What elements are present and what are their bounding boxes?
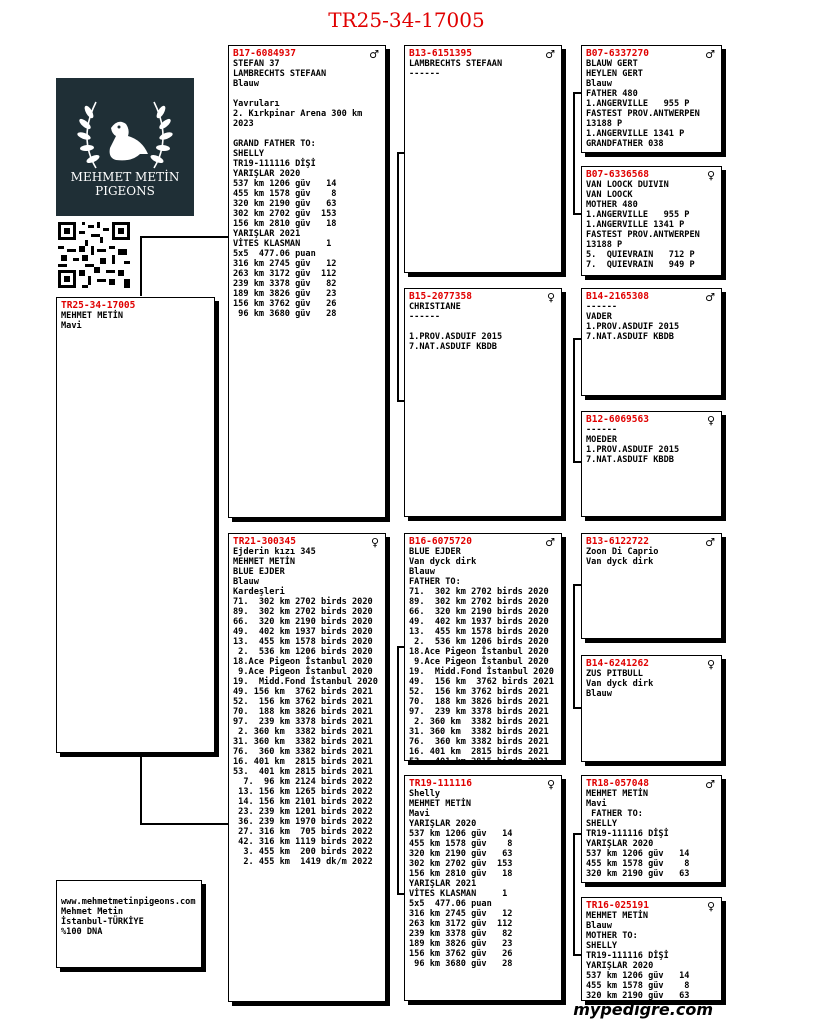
pedigree-line: 537 km 1206 güv 14 bbox=[586, 971, 690, 981]
pedigree-line: 1.PROV.ASDUIF 2015 bbox=[586, 445, 680, 455]
pedigree-line: 537 km 1206 güv 14 bbox=[233, 179, 337, 189]
pedigree-line: 16. 401 km 2815 birds 2021 bbox=[409, 747, 549, 757]
pedigree-line: 66. 320 km 2190 birds 2020 bbox=[233, 617, 373, 627]
ring-number: TR19-111116 bbox=[409, 778, 472, 789]
pedigree-line: 14. 156 km 2101 birds 2022 bbox=[233, 797, 373, 807]
pedigree-line: 19. Midd.Fond İstanbul 2020 bbox=[233, 677, 378, 687]
pedigree-line: YARIŞLAR 2020 bbox=[586, 839, 654, 849]
pedigree-line: 537 km 1206 güv 14 bbox=[586, 849, 690, 859]
pedigree-box-sss[interactable] bbox=[581, 45, 722, 153]
connector bbox=[397, 646, 399, 894]
female-sex-icon: ♀ bbox=[706, 900, 715, 913]
pedigree-line: 52. 156 km 3762 birds 2021 bbox=[233, 697, 373, 707]
pedigree-line: 5x5 477.06 puan bbox=[409, 899, 492, 909]
ring-number: TR21-300345 bbox=[233, 536, 296, 547]
pedigree-line: GRAND FATHER TO: bbox=[233, 139, 316, 149]
pedigree-line: LAMBRECHTS STEFAAN bbox=[233, 69, 327, 79]
pedigree-line: TR19-111116 DİŞİ bbox=[586, 951, 669, 961]
pedigree-line: 70. 188 km 3826 birds 2021 bbox=[233, 707, 373, 717]
ring-number: B07-6336568 bbox=[586, 169, 649, 180]
pedigree-line: VİTES KLASMAN 1 bbox=[233, 239, 332, 249]
pedigree-line: MEHMET METİN bbox=[61, 311, 124, 321]
female-sex-icon: ♀ bbox=[370, 536, 379, 549]
pedigree-line: ------ bbox=[409, 69, 441, 79]
pedigree-line: 71. 302 km 2702 birds 2020 bbox=[409, 587, 549, 597]
pedigree-line: Zoon Di Caprio bbox=[586, 547, 659, 557]
pedigree-line: 239 km 3378 güv 82 bbox=[233, 279, 337, 289]
ring-number: B12-6069563 bbox=[586, 414, 649, 425]
pedigree-line: 18.Ace Pigeon İstanbul 2020 bbox=[233, 657, 373, 667]
pedigree-box-dss[interactable] bbox=[581, 533, 722, 639]
pedigree-line: Ejderin kızı 345 bbox=[233, 547, 316, 557]
connector bbox=[140, 236, 142, 296]
pedigree-box-dsd[interactable] bbox=[581, 655, 722, 762]
pedigree-box-dam-sire[interactable] bbox=[404, 533, 562, 767]
connector bbox=[140, 823, 228, 825]
ring-number: TR18-057048 bbox=[586, 778, 649, 789]
pedigree-line: 320 km 2190 güv 63 bbox=[233, 199, 337, 209]
pedigree-line: LAMBRECHTS STEFAAN bbox=[409, 59, 503, 69]
pedigree-line: 316 km 2745 güv 12 bbox=[409, 909, 513, 919]
pedigree-line: 5. QUIEVRAIN 712 P bbox=[586, 250, 695, 260]
pedigree-line: STEFAN 37 bbox=[233, 59, 280, 69]
pedigree-line: 1.PROV.ASDUIF 2015 bbox=[586, 322, 680, 332]
connector bbox=[140, 752, 142, 824]
pedigree-line: MOTHER TO: bbox=[586, 931, 638, 941]
pedigree-line: MOEDER bbox=[586, 435, 618, 445]
pedigree-line: 96 km 3680 güv 28 bbox=[409, 959, 513, 969]
pedigree-line: Van dyck dirk bbox=[409, 557, 477, 567]
page-title: TR25-34-17005 bbox=[328, 8, 485, 32]
pedigree-line bbox=[409, 322, 557, 332]
pedigree-line: 71. 302 km 2702 birds 2020 bbox=[233, 597, 373, 607]
pedigree-line: Blauw bbox=[586, 79, 612, 89]
pedigree-line: 239 km 3378 güv 82 bbox=[409, 929, 513, 939]
pedigree-line: 70. 188 km 3826 birds 2021 bbox=[409, 697, 549, 707]
pedigree-line: 1.PROV.ASDUIF 2015 bbox=[409, 332, 503, 342]
pedigree-box-dam[interactable] bbox=[228, 533, 386, 1002]
pedigree-line: MEHMET METİN bbox=[409, 799, 472, 809]
pedigree-line: 97. 239 km 3378 birds 2021 bbox=[233, 717, 373, 727]
pedigree-line: Blauw bbox=[409, 567, 435, 577]
pedigree-line: 7.NAT.ASDUIF KBDB bbox=[586, 332, 674, 342]
pedigree-line: 53. 401 km 2815 birds 2021 bbox=[409, 757, 549, 767]
pedigree-line: 7.NAT.ASDUIF KBDB bbox=[586, 455, 674, 465]
ring-number: TR25-34-17005 bbox=[61, 300, 136, 311]
ring-number: B15-2077358 bbox=[409, 291, 472, 302]
pedigree-line bbox=[233, 129, 381, 139]
pedigree-line: 7.NAT.ASDUIF KBDB bbox=[409, 342, 497, 352]
pedigree-line: 3. 455 km 200 birds 2022 bbox=[233, 847, 373, 857]
pedigree-box-sdd[interactable] bbox=[581, 411, 722, 517]
male-sex-icon: ♂ bbox=[369, 48, 379, 61]
pedigree-line: 9.Ace Pigeon İstanbul 2020 bbox=[409, 657, 549, 667]
male-sex-icon: ♂ bbox=[545, 536, 555, 549]
pedigree-line: MEHMET METİN bbox=[586, 789, 649, 799]
pedigree-line: Blauw bbox=[233, 79, 259, 89]
pedigree-line: Van dyck dirk bbox=[586, 557, 654, 567]
pedigree-line: 89. 302 km 2702 birds 2020 bbox=[409, 597, 549, 607]
pedigree-line: 156 km 3762 güv 26 bbox=[409, 949, 513, 959]
pedigree-line: Mavi bbox=[586, 799, 607, 809]
pedigree-line: Shelly bbox=[409, 789, 441, 799]
pedigree-line: 13. 455 km 1578 birds 2020 bbox=[233, 637, 373, 647]
pedigree-line: 49. 402 km 1937 birds 2020 bbox=[409, 617, 549, 627]
connector bbox=[397, 152, 399, 400]
logo-line-2: PIGEONS bbox=[95, 184, 155, 198]
contact-line: %100 DNA bbox=[61, 927, 103, 937]
pedigree-box-dam-dam[interactable] bbox=[404, 775, 562, 1001]
pedigree-line: 7. 96 km 2124 birds 2022 bbox=[233, 777, 373, 787]
logo bbox=[56, 78, 194, 216]
pedigree-line: 2. 360 km 3382 birds 2021 bbox=[233, 727, 373, 737]
pedigree-line: VAN LOOCK bbox=[586, 190, 633, 200]
pedigree-line: ------ bbox=[586, 425, 618, 435]
pedigree-line: 13. 156 km 1265 birds 2022 bbox=[233, 787, 373, 797]
pedigree-line: GRANDFATHER 038 bbox=[586, 139, 664, 149]
qr-code-icon[interactable] bbox=[58, 221, 130, 289]
pedigree-line: 49. 156 km 3762 birds 2021 bbox=[409, 677, 554, 687]
pedigree-line: 189 km 3826 güv 23 bbox=[233, 289, 337, 299]
pedigree-line: 1.ANGERVILLE 1341 P bbox=[586, 220, 685, 230]
pedigree-line: 156 km 3762 güv 26 bbox=[233, 299, 337, 309]
pedigree-line: Blauw bbox=[586, 921, 612, 931]
female-sex-icon: ♀ bbox=[706, 414, 715, 427]
pedigree-line: 96 km 3680 güv 28 bbox=[233, 309, 337, 319]
pedigree-line: Mavi bbox=[61, 321, 82, 331]
pedigree-line: SHELLY bbox=[586, 819, 618, 829]
pedigree-line: 2023 bbox=[233, 119, 254, 129]
contact-box bbox=[56, 880, 202, 968]
pedigree-line: 49. 156 km 3762 birds 2021 bbox=[233, 687, 373, 697]
pedigree-box-ssd[interactable] bbox=[581, 166, 722, 276]
ring-number: B13-6122722 bbox=[586, 536, 649, 547]
brand-watermark[interactable]: mypedigre.com bbox=[573, 1000, 713, 1019]
pedigree-line: 16. 401 km 2815 birds 2021 bbox=[233, 757, 373, 767]
pedigree-line: 49. 402 km 1937 birds 2020 bbox=[233, 627, 373, 637]
ring-number: B14-2165308 bbox=[586, 291, 649, 302]
pedigree-line: 2. 536 km 1206 birds 2020 bbox=[409, 637, 549, 647]
male-sex-icon: ♂ bbox=[545, 48, 555, 61]
pedigree-line: 537 km 1206 güv 14 bbox=[409, 829, 513, 839]
pedigree-line: VİTES KLASMAN 1 bbox=[409, 889, 508, 899]
pedigree-line: 42. 316 km 1119 birds 2022 bbox=[233, 837, 373, 847]
pedigree-line: 156 km 2810 güv 18 bbox=[409, 869, 513, 879]
pedigree-line: TR19-111116 DİŞİ bbox=[233, 159, 316, 169]
male-sex-icon: ♂ bbox=[705, 291, 715, 304]
female-sex-icon: ♀ bbox=[706, 658, 715, 671]
pedigree-line: YARIŞLAR 2021 bbox=[233, 229, 301, 239]
pedigree-line: MEHMET METİN bbox=[233, 557, 296, 567]
pedigree-line: 320 km 2190 güv 63 bbox=[586, 869, 690, 879]
pedigree-box-sds[interactable] bbox=[581, 288, 722, 396]
pedigree-line: YARIŞLAR 2021 bbox=[409, 879, 477, 889]
connector bbox=[573, 92, 575, 214]
pedigree-line: FATHER 480 bbox=[586, 89, 638, 99]
pedigree-line: 19. Midd.Fond İstanbul 2020 bbox=[409, 667, 554, 677]
pedigree-line: 18.Ace Pigeon İstanbul 2020 bbox=[409, 647, 549, 657]
contact-line: Mehmet Metin bbox=[61, 907, 124, 917]
pedigree-line: 455 km 1578 güv 8 bbox=[586, 981, 690, 991]
pedigree-box-dds[interactable] bbox=[581, 775, 722, 883]
pedigree-line: 5x5 477.06 puan bbox=[233, 249, 316, 259]
contact-line[interactable]: www.mehmetmetinpigeons.com bbox=[61, 897, 196, 907]
pedigree-line: 1.ANGERVILLE 955 P bbox=[586, 210, 690, 220]
female-sex-icon: ♀ bbox=[546, 291, 555, 304]
pedigree-line: BLUE EJDER bbox=[233, 567, 285, 577]
pedigree-line: 263 km 3172 güv 112 bbox=[233, 269, 337, 279]
pedigree-line: ZUS PITBULL bbox=[586, 669, 643, 679]
pedigree-line: 7. QUIEVRAIN 949 P bbox=[586, 260, 695, 270]
pedigree-line: Blauw bbox=[586, 689, 612, 699]
pedigree-box-subject[interactable] bbox=[56, 297, 215, 753]
ring-number: B16-6075720 bbox=[409, 536, 472, 547]
pedigree-line: 455 km 1578 güv 8 bbox=[233, 189, 337, 199]
pedigree-line: BLUE EJDER bbox=[409, 547, 461, 557]
pedigree-line: 9.Ace Pigeon İstanbul 2020 bbox=[233, 667, 373, 677]
pedigree-line: 2. 360 km 3382 birds 2021 bbox=[409, 717, 549, 727]
pedigree-line: 455 km 1578 güv 8 bbox=[409, 839, 513, 849]
female-sex-icon: ♀ bbox=[546, 778, 555, 791]
pedigree-line: Mavi bbox=[409, 809, 430, 819]
pedigree-line: 13188 P bbox=[586, 119, 623, 129]
pedigree-line: 89. 302 km 2702 birds 2020 bbox=[233, 607, 373, 617]
pedigree-line: 76. 360 km 3382 birds 2021 bbox=[409, 737, 549, 747]
pedigree-line: 76. 360 km 3382 birds 2021 bbox=[233, 747, 373, 757]
female-sex-icon: ♀ bbox=[706, 169, 715, 182]
pedigree-line: FATHER TO: bbox=[409, 577, 461, 587]
logo-line-1: MEHMET METİN bbox=[70, 170, 180, 184]
pedigree-line: HEYLEN GERT bbox=[586, 69, 643, 79]
connector bbox=[573, 833, 575, 955]
pedigree-line: YARIŞLAR 2020 bbox=[586, 961, 654, 971]
pedigree-line: 53. 401 km 2815 birds 2021 bbox=[233, 767, 373, 777]
ring-number: TR16-025191 bbox=[586, 900, 649, 911]
pedigree-line: TR19-111116 DİŞİ bbox=[586, 829, 669, 839]
pedigree-line bbox=[233, 89, 381, 99]
pedigree-line: 302 km 2702 güv 153 bbox=[233, 209, 337, 219]
ring-number: B07-6337270 bbox=[586, 48, 649, 59]
pedigree-line: ------ bbox=[586, 302, 618, 312]
pedigree-line: 189 km 3826 güv 23 bbox=[409, 939, 513, 949]
pedigree-line: 320 km 2190 güv 63 bbox=[586, 991, 690, 1001]
pedigree-line: 2. 455 km 1419 dk/m 2022 bbox=[233, 857, 373, 867]
pedigree-line: 23. 239 km 1201 birds 2022 bbox=[233, 807, 373, 817]
pedigree-line: FATHER TO: bbox=[586, 809, 643, 819]
pedigree-line: 31. 360 km 3382 birds 2021 bbox=[409, 727, 549, 737]
pedigree-line: ------ bbox=[409, 312, 441, 322]
pedigree-box-ddd[interactable] bbox=[581, 897, 722, 1001]
pedigree-line: 156 km 2810 güv 18 bbox=[233, 219, 337, 229]
pedigree-line: 13188 P bbox=[586, 240, 623, 250]
male-sex-icon: ♂ bbox=[705, 778, 715, 791]
ring-number: B14-6241262 bbox=[586, 658, 649, 669]
pedigree-line: YARIŞLAR 2020 bbox=[233, 169, 301, 179]
pedigree-line: 302 km 2702 güv 153 bbox=[409, 859, 513, 869]
ring-number: B17-6084937 bbox=[233, 48, 296, 59]
pedigree-line: 27. 316 km 705 birds 2022 bbox=[233, 827, 373, 837]
pedigree-line: SHELLY bbox=[586, 941, 618, 951]
pedigree-line: 2. 536 km 1206 birds 2020 bbox=[233, 647, 373, 657]
contact-line: İstanbul-TÜRKİYE bbox=[61, 917, 144, 927]
male-sex-icon: ♂ bbox=[705, 536, 715, 549]
pedigree-line: BLAUW GERT bbox=[586, 59, 638, 69]
pedigree-line: 455 km 1578 güv 8 bbox=[586, 859, 690, 869]
pedigree-line: VADER bbox=[586, 312, 612, 322]
pedigree-box-sire-dam[interactable] bbox=[404, 288, 562, 517]
pedigree-line: 13. 455 km 1578 birds 2020 bbox=[409, 627, 549, 637]
pedigree-line: FASTEST PROV.ANTWERPEN bbox=[586, 230, 700, 240]
pedigree-line: FASTEST PROV.ANTWERPEN bbox=[586, 109, 700, 119]
pedigree-line: 1.ANGERVILLE 1341 P bbox=[586, 129, 685, 139]
connector bbox=[573, 584, 575, 708]
pedigree-line: 52. 156 km 3762 birds 2021 bbox=[409, 687, 549, 697]
pedigree-line: MEHMET METİN bbox=[586, 911, 649, 921]
pedigree-line: 1.ANGERVILLE 955 P bbox=[586, 99, 690, 109]
pedigree-line: 97. 239 km 3378 birds 2021 bbox=[409, 707, 549, 717]
male-sex-icon: ♂ bbox=[705, 48, 715, 61]
pedigree-line: 31. 360 km 3382 birds 2021 bbox=[233, 737, 373, 747]
pedigree-line: Van dyck dirk bbox=[586, 679, 654, 689]
pedigree-line: 2. Kırkpinar Arena 300 km bbox=[233, 109, 363, 119]
pedigree-box-sire-sire[interactable] bbox=[404, 45, 562, 273]
pedigree-box-sire[interactable] bbox=[228, 45, 386, 518]
pedigree-line: 320 km 2190 güv 63 bbox=[409, 849, 513, 859]
connector bbox=[140, 236, 228, 238]
pedigree-line: Kardeşleri bbox=[233, 587, 285, 597]
pedigree-line: 66. 320 km 2190 birds 2020 bbox=[409, 607, 549, 617]
ring-number: B13-6151395 bbox=[409, 48, 472, 59]
pedigree-line: SHELLY bbox=[233, 149, 265, 159]
pedigree-line: 263 km 3172 güv 112 bbox=[409, 919, 513, 929]
pedigree-line: Yavruları bbox=[233, 99, 280, 109]
pedigree-line: VAN LOOCK DUIVIN bbox=[586, 180, 669, 190]
pedigree-line: 316 km 2745 güv 12 bbox=[233, 259, 337, 269]
connector bbox=[573, 338, 575, 462]
pedigree-line: MOTHER 480 bbox=[586, 200, 638, 210]
pedigree-line: 36. 239 km 1970 birds 2022 bbox=[233, 817, 373, 827]
pedigree-line: Blauw bbox=[233, 577, 259, 587]
pedigree-line: CHRISTIANE bbox=[409, 302, 461, 312]
pedigree-line: YARIŞLAR 2020 bbox=[409, 819, 477, 829]
